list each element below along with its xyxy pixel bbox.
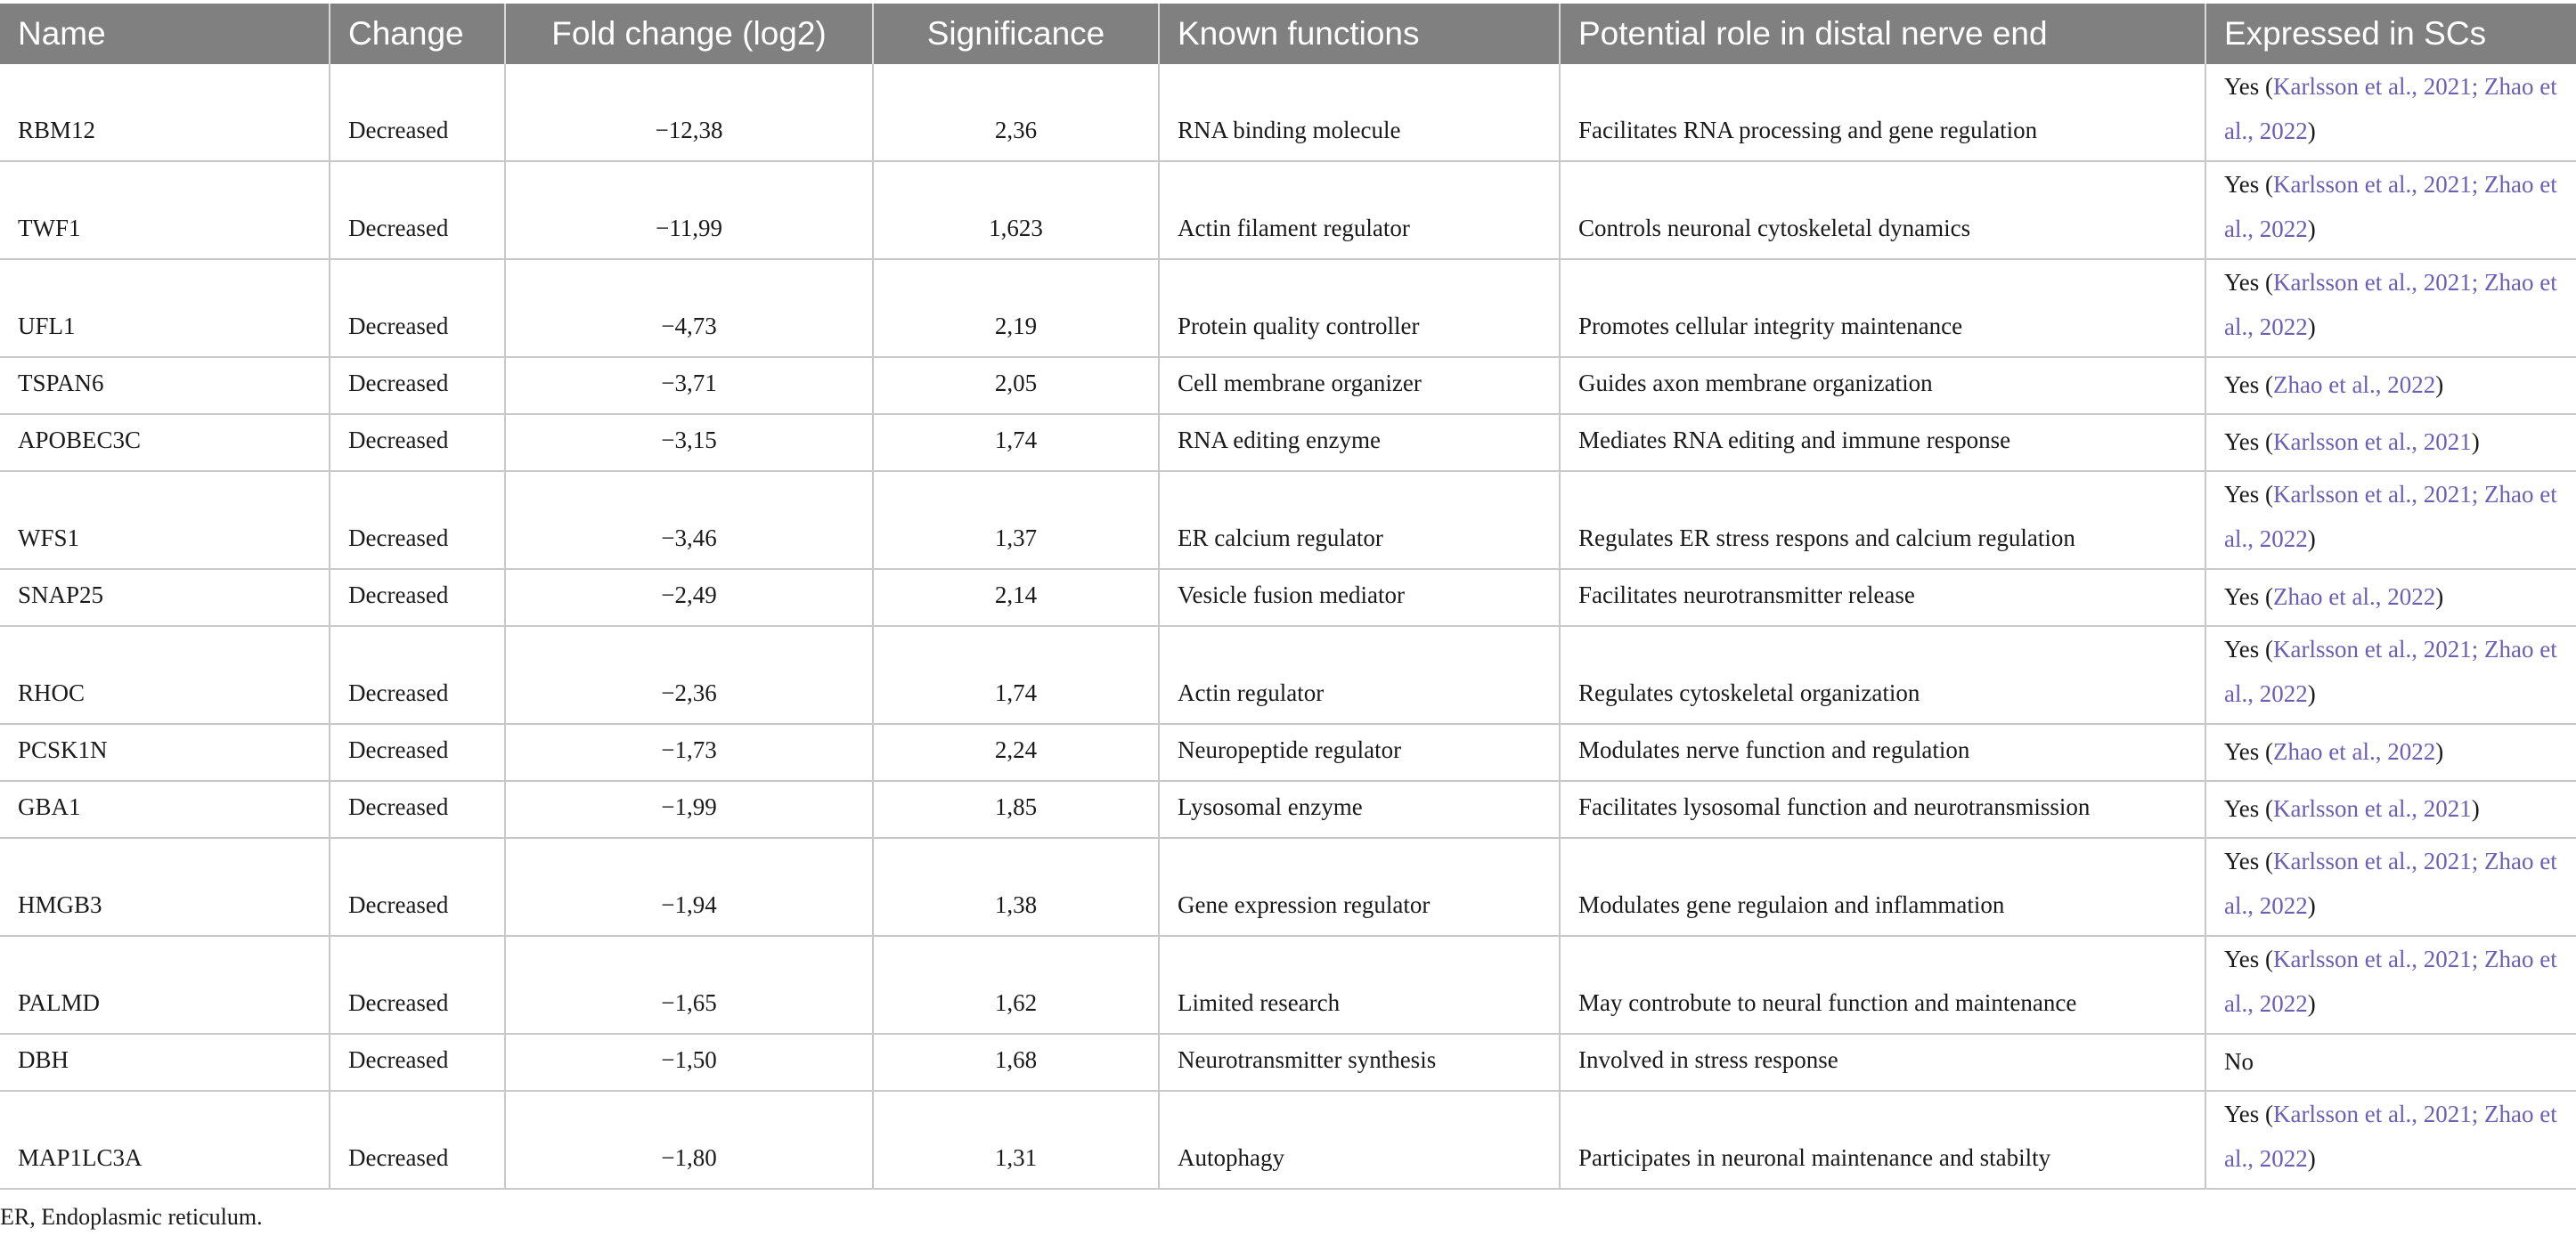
expressed-close-paren: ) [2307, 313, 2316, 340]
cell-fold-change: −1,80 [505, 1091, 873, 1189]
cell-change: Decreased [330, 64, 505, 161]
cell-change: Decreased [330, 357, 505, 414]
cell-potential-role: Facilitates lysosomal function and neurotransmission [1560, 781, 2205, 838]
cell-change: Decreased [330, 161, 505, 259]
cell-known-function: Actin regulator [1159, 626, 1560, 724]
cell-expressed-in-scs [2205, 161, 2576, 259]
cell-expressed-in-scs [2205, 724, 2576, 781]
cell-fold-change: −4,73 [505, 259, 873, 357]
cell-significance: 1,74 [873, 626, 1159, 724]
cell-significance: 1,68 [873, 1034, 1159, 1091]
cell-expressed-in-scs [2205, 414, 2576, 471]
citation-link-continued[interactable]: et al., 2022 [2224, 73, 2557, 144]
expressed-close-paren: ) [2307, 990, 2316, 1017]
table-header [0, 4, 2576, 64]
expressed-status: Yes ( [2224, 583, 2274, 610]
cell-potential-role: Facilitates neurotransmitter release [1560, 569, 2205, 626]
header-known-functions: Known functions [1159, 4, 1560, 64]
table-body [0, 64, 2576, 1189]
cell-known-function: Protein quality controller [1159, 259, 1560, 357]
cell-significance: 2,14 [873, 569, 1159, 626]
citation-link-continued[interactable]: et al., 2022 [2224, 1101, 2557, 1172]
table-row [0, 1091, 2576, 1189]
citation-link-continued[interactable]: et al., 2022 [2224, 848, 2557, 919]
expressed-status: Yes ( [2224, 946, 2274, 972]
cell-fold-change: −3,71 [505, 357, 873, 414]
expressed-close-paren: ) [2307, 680, 2316, 707]
citation-link[interactable]: Karlsson et al., 2021; Zhao [2273, 73, 2534, 100]
cell-gene-name: GBA1 [0, 781, 330, 838]
table-row [0, 414, 2576, 471]
header-name: Name [0, 4, 330, 64]
cell-known-function: RNA editing enzyme [1159, 414, 1560, 471]
cell-change: Decreased [330, 724, 505, 781]
citation-link[interactable]: Karlsson et al., 2021; Zhao [2273, 171, 2534, 198]
citation-link-continued[interactable]: et al., 2022 [2224, 171, 2557, 242]
table-footnote: ER, Endoplasmic reticulum. [0, 1204, 263, 1230]
expressed-status: Yes ( [2224, 428, 2274, 455]
cell-expressed-in-scs [2205, 1091, 2576, 1189]
cell-gene-name: WFS1 [0, 471, 330, 569]
cell-significance: 2,24 [873, 724, 1159, 781]
cell-gene-name: APOBEC3C [0, 414, 330, 471]
table-row [0, 357, 2576, 414]
cell-fold-change: −12,38 [505, 64, 873, 161]
cell-potential-role: May controbute to neural function and maintenance [1560, 936, 2205, 1034]
cell-known-function: Actin filament regulator [1159, 161, 1560, 259]
citation-link-continued[interactable]: et al., 2022 [2224, 636, 2557, 707]
table-row [0, 781, 2576, 838]
table-row [0, 259, 2576, 357]
cell-gene-name: UFL1 [0, 259, 330, 357]
cell-fold-change: −1,50 [505, 1034, 873, 1091]
table-row [0, 471, 2576, 569]
cell-change: Decreased [330, 781, 505, 838]
expressed-status: Yes ( [2224, 73, 2274, 100]
cell-significance: 2,36 [873, 64, 1159, 161]
expressed-status: No [2224, 1048, 2254, 1075]
cell-potential-role: Participates in neuronal maintenance and stabilty [1560, 1091, 2205, 1189]
cell-fold-change: −2,36 [505, 626, 873, 724]
table-row [0, 724, 2576, 781]
expressed-status: Yes ( [2224, 795, 2274, 822]
cell-gene-name: TWF1 [0, 161, 330, 259]
citation-link[interactable]: Karlsson et al., 2021 [2273, 795, 2472, 822]
cell-potential-role: Modulates nerve function and regulation [1560, 724, 2205, 781]
cell-gene-name: RHOC [0, 626, 330, 724]
expressed-close-paren: ) [2307, 892, 2316, 919]
citation-link-continued[interactable]: et al., 2022 [2224, 269, 2557, 340]
expressed-status: Yes ( [2224, 171, 2274, 198]
cell-expressed-in-scs [2205, 936, 2576, 1034]
header-change: Change [330, 4, 505, 64]
cell-change: Decreased [330, 936, 505, 1034]
cell-known-function: Vesicle fusion mediator [1159, 569, 1560, 626]
cell-known-function: ER calcium regulator [1159, 471, 1560, 569]
citation-link[interactable]: Karlsson et al., 2021; Zhao [2273, 481, 2534, 508]
citation-link[interactable]: Karlsson et al., 2021; Zhao [2273, 946, 2534, 972]
expressed-close-paren: ) [2435, 583, 2444, 610]
cell-known-function: Lysosomal enzyme [1159, 781, 1560, 838]
cell-significance: 1,62 [873, 936, 1159, 1034]
cell-expressed-in-scs [2205, 259, 2576, 357]
citation-link[interactable]: Zhao et al., 2022 [2273, 583, 2436, 610]
table-row [0, 161, 2576, 259]
expressed-status: Yes ( [2224, 371, 2274, 398]
cell-gene-name: PALMD [0, 936, 330, 1034]
table-row [0, 936, 2576, 1034]
cell-gene-name: HMGB3 [0, 838, 330, 936]
cell-significance: 1,623 [873, 161, 1159, 259]
cell-known-function: Autophagy [1159, 1091, 1560, 1189]
cell-potential-role: Regulates cytoskeletal organization [1560, 626, 2205, 724]
cell-significance: 1,37 [873, 471, 1159, 569]
cell-known-function: RNA binding molecule [1159, 64, 1560, 161]
cell-fold-change: −3,15 [505, 414, 873, 471]
cell-expressed-in-scs [2205, 781, 2576, 838]
cell-change: Decreased [330, 414, 505, 471]
expressed-status: Yes ( [2224, 269, 2274, 296]
header-row [0, 4, 2576, 64]
cell-potential-role: Controls neuronal cytoskeletal dynamics [1560, 161, 2205, 259]
cell-change: Decreased [330, 569, 505, 626]
cell-change: Decreased [330, 259, 505, 357]
cell-gene-name: SNAP25 [0, 569, 330, 626]
cell-change: Decreased [330, 1091, 505, 1189]
expressed-close-paren: ) [2471, 428, 2480, 455]
table-row [0, 626, 2576, 724]
cell-gene-name: RBM12 [0, 64, 330, 161]
citation-link[interactable]: Karlsson et al., 2021; Zhao [2273, 636, 2534, 663]
cell-known-function: Cell membrane organizer [1159, 357, 1560, 414]
cell-expressed-in-scs [2205, 1034, 2576, 1091]
citation-link[interactable]: Zhao et al., 2022 [2273, 738, 2436, 765]
expressed-close-paren: ) [2435, 738, 2444, 765]
cell-gene-name: MAP1LC3A [0, 1091, 330, 1189]
cell-expressed-in-scs [2205, 838, 2576, 936]
cell-known-function: Gene expression regulator [1159, 838, 1560, 936]
cell-fold-change: −1,73 [505, 724, 873, 781]
header-expressed-in-scs: Expressed in SCs [2205, 4, 2576, 64]
cell-fold-change: −1,94 [505, 838, 873, 936]
cell-significance: 1,31 [873, 1091, 1159, 1189]
cell-potential-role: Mediates RNA editing and immune response [1560, 414, 2205, 471]
citation-link-continued[interactable]: et al., 2022 [2224, 481, 2557, 552]
cell-fold-change: −1,99 [505, 781, 873, 838]
cell-change: Decreased [330, 626, 505, 724]
cell-potential-role: Involved in stress response [1560, 1034, 2205, 1091]
cell-fold-change: −1,65 [505, 936, 873, 1034]
cell-gene-name: PCSK1N [0, 724, 330, 781]
cell-potential-role: Promotes cellular integrity maintenance [1560, 259, 2205, 357]
cell-expressed-in-scs [2205, 626, 2576, 724]
cell-change: Decreased [330, 838, 505, 936]
citation-link[interactable]: Zhao et al., 2022 [2273, 371, 2436, 398]
header-potential-role: Potential role in distal nerve end [1560, 4, 2205, 64]
cell-expressed-in-scs [2205, 357, 2576, 414]
cell-fold-change: −11,99 [505, 161, 873, 259]
expressed-status: Yes ( [2224, 481, 2274, 508]
cell-known-function: Neurotransmitter synthesis [1159, 1034, 1560, 1091]
cell-change: Decreased [330, 1034, 505, 1091]
cell-significance: 1,38 [873, 838, 1159, 936]
expressed-close-paren: ) [2435, 371, 2444, 398]
expressed-status: Yes ( [2224, 1101, 2274, 1127]
cell-significance: 1,85 [873, 781, 1159, 838]
table-row [0, 64, 2576, 161]
expressed-status: Yes ( [2224, 636, 2274, 663]
citation-link[interactable]: Karlsson et al., 2021 [2273, 428, 2472, 455]
cell-expressed-in-scs [2205, 569, 2576, 626]
table-row [0, 838, 2576, 936]
cell-fold-change: −2,49 [505, 569, 873, 626]
cell-gene-name: TSPAN6 [0, 357, 330, 414]
expressed-status: Yes ( [2224, 738, 2274, 765]
cell-significance: 2,19 [873, 259, 1159, 357]
expressed-close-paren: ) [2307, 525, 2316, 552]
data-table [0, 4, 2576, 1190]
cell-fold-change: −3,46 [505, 471, 873, 569]
expressed-close-paren: ) [2307, 215, 2316, 242]
citation-link[interactable]: Karlsson et al., 2021; Zhao [2273, 848, 2534, 874]
header-fold-change: Fold change (log2) [505, 4, 873, 64]
cell-gene-name: DBH [0, 1034, 330, 1091]
cell-expressed-in-scs [2205, 64, 2576, 161]
cell-significance: 1,74 [873, 414, 1159, 471]
citation-link[interactable]: Karlsson et al., 2021; Zhao [2273, 1101, 2534, 1127]
cell-known-function: Neuropeptide regulator [1159, 724, 1560, 781]
expressed-close-paren: ) [2471, 795, 2480, 822]
expressed-close-paren: ) [2307, 118, 2316, 144]
expressed-close-paren: ) [2307, 1145, 2316, 1172]
cell-potential-role: Guides axon membrane organization [1560, 357, 2205, 414]
cell-change: Decreased [330, 471, 505, 569]
citation-link[interactable]: Karlsson et al., 2021; Zhao [2273, 269, 2534, 296]
table-row [0, 1034, 2576, 1091]
cell-potential-role: Facilitates RNA processing and gene regulation [1560, 64, 2205, 161]
cell-potential-role: Modulates gene regulaion and inflammation [1560, 838, 2205, 936]
table-row [0, 569, 2576, 626]
expressed-status: Yes ( [2224, 848, 2274, 874]
cell-potential-role: Regulates ER stress respons and calcium regulation [1560, 471, 2205, 569]
header-significance: Significance [873, 4, 1159, 64]
citation-link-continued[interactable]: et al., 2022 [2224, 946, 2557, 1017]
cell-known-function: Limited research [1159, 936, 1560, 1034]
cell-significance: 2,05 [873, 357, 1159, 414]
cell-expressed-in-scs [2205, 471, 2576, 569]
